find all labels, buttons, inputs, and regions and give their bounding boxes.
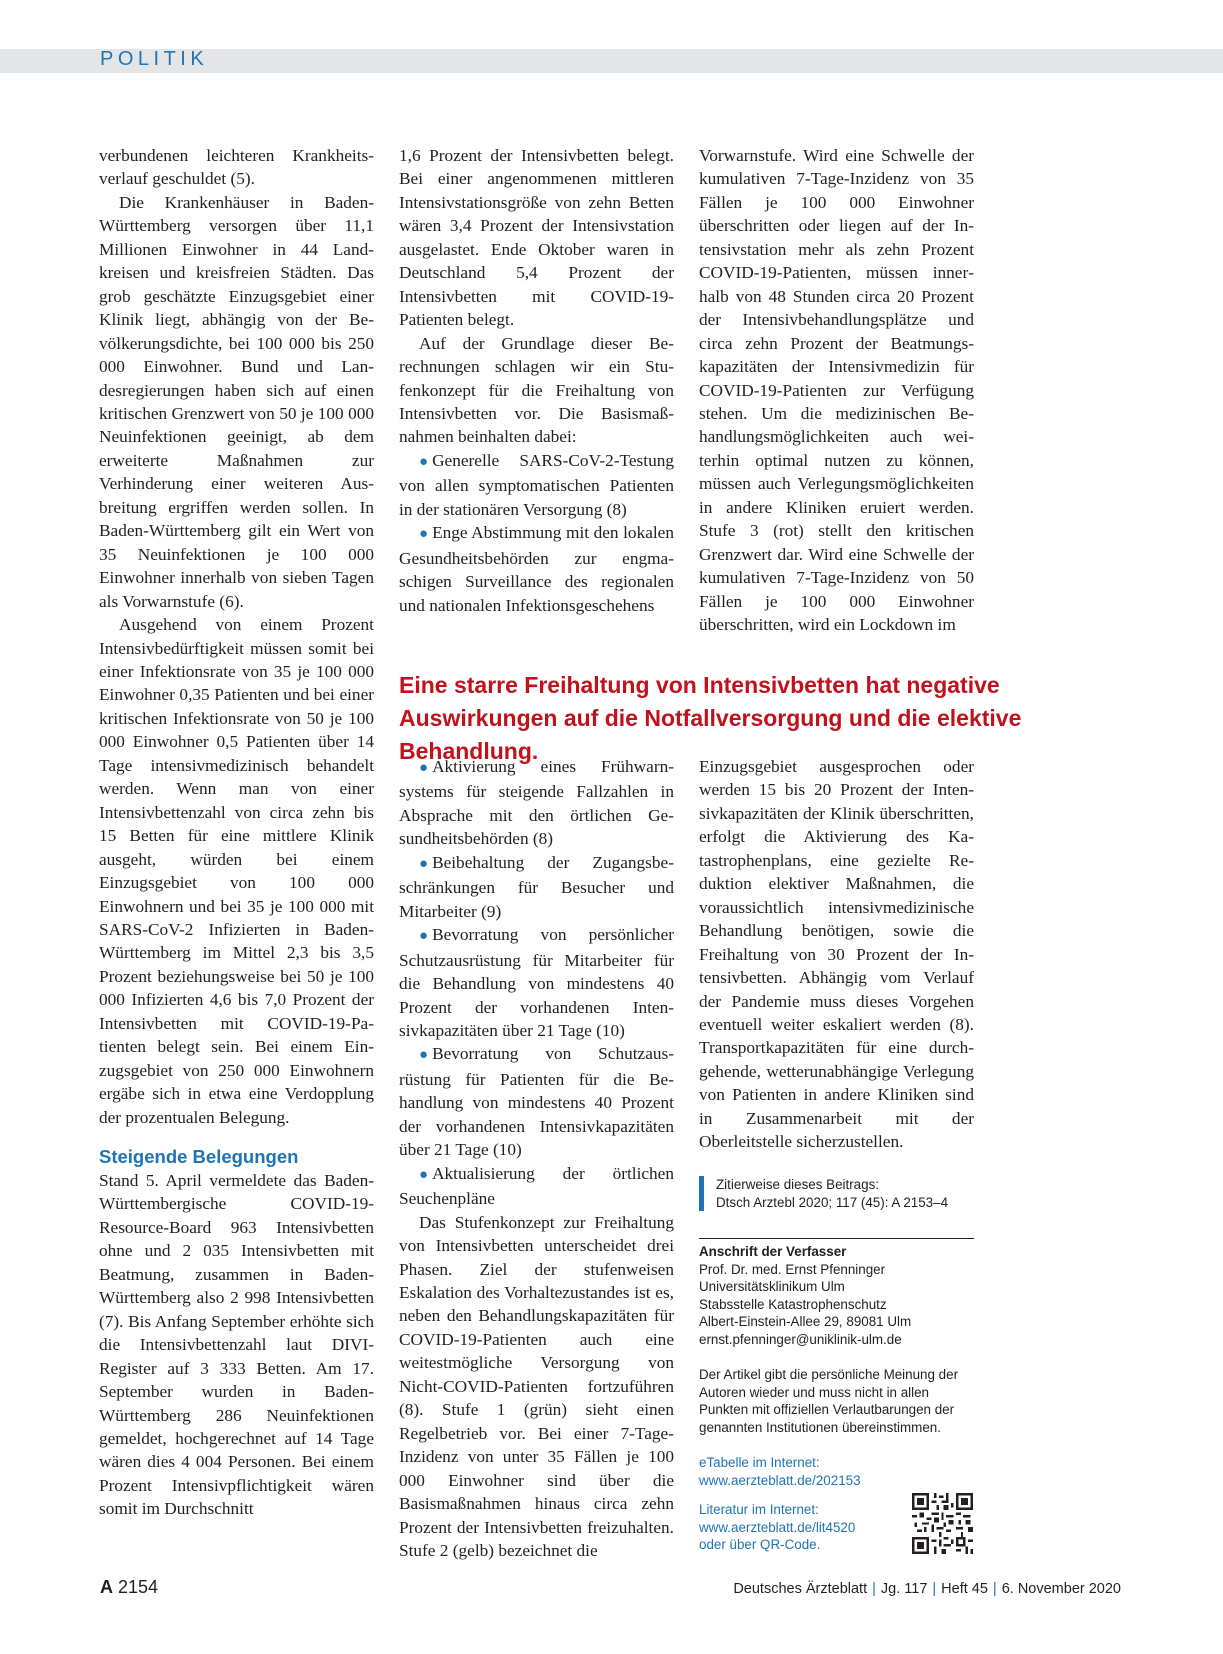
journal-info: Deutsches Ärzteblatt | Jg. 117 | Heft 45 | 6. November 2020 [733, 1581, 1121, 1597]
bullet-icon: ● [419, 526, 429, 543]
bullet-text: Bevorratung von Schutzausrüstung für Patienten für die Behandlung von mindestens 40 Prozent der vorhandenen Intensivkapazitäten über 21 Tage (10) [399, 1044, 674, 1160]
citation-label: Zitierweise dieses Beitrags: [716, 1177, 879, 1192]
bullet-text: Aktivierung eines Frühwarnsystems für steigende Fallzahlen in Absprache mit den örtlichen Gesundheitsbehörden (8) [399, 757, 674, 849]
qr-code-icon[interactable] [912, 1493, 973, 1554]
bullet-item [399, 851, 674, 923]
bullet-icon: ● [419, 928, 429, 945]
journal-name: Deutsches Ärzteblatt [733, 1581, 868, 1597]
address-org: Stabsstelle Katastrophenschutz [699, 1296, 887, 1312]
paragraph: Auf der Grundlage dieser Berechnungen schlagen wir ein Stufenkonzept für die Freihaltung von Intensivbetten vor. Die Basismaßnahmen beinhalten dabei: [399, 333, 674, 447]
paragraph: Ausgehend von einem Prozent Intensivbedürftigkeit müssen somit bei einer Infektionsrate von 35 je 100 000 Einwohner 0,35 Patienten und bei einer kritischen Infektionsrate von 50 je 100 000 Einwohner 0,5 Patienten über 14 Tage intensivmedizinisch behandelt werden. Wenn man von einer Intensivbettenzahl von circa zehn bis 15 Betten für eine mittlere Klinik ausgeht, würden bei einem Einzugsgebiet von 100 000 Einwohnern und bei 35 je 100 000 mit SARS-CoV-2 Infizierten in Baden-Württemberg im Mittel 2,3 bis 3,5 Prozent beziehungsweise bei 50 je 100 000 Infizierten 4,6 bis 7,0 Prozent der Intensivbetten mit COVID-19-Patienten belegt sein. Bei einem Einzugsgebiet von 250 000 Einwohnern ergäbe sich in etwa eine Verdopplung der prozentualen Belegung. [99, 615, 374, 1127]
author-name: Prof. Dr. med. Ernst Pfenninger [699, 1261, 886, 1277]
page-prefix: A [100, 1577, 113, 1597]
internet-links [699, 1454, 909, 1554]
bullet-icon: ● [419, 1047, 429, 1064]
bullet-item [399, 521, 674, 617]
journal-issue: Heft 45 [941, 1581, 988, 1597]
literature-link[interactable]: www.aerzteblatt.de/lit4520 [699, 1519, 856, 1535]
paragraph: 1,6 Prozent der Intensivbetten belegt. Bei einer angenommenen mittleren Intensivstationsgröße von zehn Betten wären 3,4 Prozent der Intensivstation ausgelastet. Ende Oktober waren in Deutschland 5,4 Prozent der Intensivbetten mit COVID-19-Patienten belegt. [399, 146, 674, 330]
paragraph: verbundenen leichteren Krankheitsverlauf geschuldet (5). [99, 146, 374, 189]
journal-volume: Jg. 117 [880, 1581, 928, 1597]
paragraph: Vorwarnstufe. Wird eine Schwelle der kumulativen 7-Tage-Inzidenz von 35 Fällen je 100 000 Einwohner überschritten oder liegen auf der Intensivstation mehr als zehn Prozent COVID-19-Patienten, müssen innerhalb von 48 Stunden circa 20 Prozent der Intensivbehandlungsplätze und circa zehn Prozent der Beatmungskapazitäten der Intensivmedizin für COVID-19-Patienten zur Verfügung stehen. Um die medizinischen Behandlungsmöglichkeiten auch weiterhin optimal nutzen zu können, müssen auch Verlegungsmöglichkeiten in andere Kliniken eruiert werden. Stufe 3 (rot) stellt den kritischen Grenzwert dar. Wird eine Schwelle der kumulativen 7-Tage-Inzidenz von 50 Fällen je 100 000 Einwohner überschritten, wird ein Lockdown im [699, 146, 974, 635]
column-1 [99, 144, 374, 1521]
section-label: POLITIK [100, 48, 209, 70]
disclaimer: Der Artikel gibt die persönliche Meinung der Autoren wieder und muss nicht in allen Punkten mit offiziellen Verlautbarungen der genannten Institutionen übereinstimmen. [699, 1367, 959, 1435]
author-email[interactable]: ernst.pfenninger@uniklinik-ulm.de [699, 1331, 902, 1347]
column-3-top [699, 144, 974, 637]
column-2-bottom [399, 755, 674, 1562]
qr-hint: oder über QR-Code. [699, 1537, 821, 1553]
bullet-text: Bevorratung von persönlicher Schutzausrüstung für Mitarbeiter für die Behandlung von mindestens 40 Prozent der vorhandenen Intensivkapazitäten über 21 Tage (10) [399, 925, 674, 1040]
journal-date: 6. November 2020 [1001, 1581, 1121, 1597]
bullet-text: Beibehaltung der Zugangsbeschränkungen für Besucher und Mitarbeiter (9) [399, 852, 674, 921]
bullet-item [399, 1162, 674, 1211]
address-street: Albert-Einstein-Allee 29, 89081 Ulm [699, 1314, 912, 1330]
paragraph: Einzugsgebiet ausgesprochen oder werden 15 bis 20 Prozent der Intensivkapazitäten der Klinik überschritten, erfolgt die Aktivierung des Katastrophenplans, eine gezielte Reduktion elektiver Maßnahmen, die voraussichtlich intensivmedizinische Behandlung benötigen, sowie die Freihaltung von 30 Prozent der Intensivbetten. Abhängig vom Verlauf der Pandemie muss dieses Vorgehen eventuell weiter eskaliert werden (8). Transportkapazitäten für eine durchgehende, wetterunabhängige Verlegung von Patienten in andere Kliniken sind in Zusammenarbeit mit der Oberleitstelle sicherzustellen. [699, 757, 974, 1152]
paragraph: Die Krankenhäuser in Baden-Württemberg versorgen über 11,1 Millionen Einwohner in 44 Landkreisen und kreisfreien Städten. Das grob geschätzte Einzugsgebiet einer Klinik liegt, abhängig von der Bevölkerungsdichte, bei 100 000 bis 250 000 Einwohner. Bund und Landesregierungen haben sich auf einen kritischen Grenzwert von 50 je 100 000 Neuinfektionen geeinigt, ab dem erweiterte Maßnahmen zur Verhinderung einer weiteren Ausbreitung ergriffen werden sollen. In Baden-Württemberg gilt ein Wert von 35 Neuinfektionen je 100 000 Einwohner innerhalb von sieben Tagen als Vorwarnstufe (6). [99, 192, 374, 611]
column-2-top [399, 144, 674, 617]
page-number-value: 2154 [118, 1577, 159, 1597]
bullet-text: Aktualisierung der örtlichen Seuchenpläne [399, 1163, 674, 1209]
etable-link[interactable]: www.aerzteblatt.de/202153 [699, 1472, 861, 1488]
paragraph: Stand 5. April vermeldete das Baden-Württembergische COVID-19-Resource-Board 963 Intensivbetten ohne und 2 035 Intensivbetten mit Beatmung, zusammen in Baden-Württemberg also 2 998 Intensivbetten (7). Bis Anfang September erhöhte sich die Intensivbettenzahl laut DIVI-Register auf 3 333 Betten. Am 17. September wurden in Baden-Württemberg 286 Neuinfektionen gemeldet, hochgerechnet auf 14 Tage wären dies 4 004 Personen. Bei einem Prozent Intensivpflichtigkeit wären somit im Durchschnitt [99, 1171, 374, 1519]
bullet-text: Enge Abstimmung mit den lokalen Gesundheitsbehörden zur engmaschigen Surveillance des regionalen und nationalen Infektionsgeschehens [399, 523, 674, 615]
bullet-icon: ● [419, 760, 429, 776]
etable-label: eTabelle im Internet: [699, 1455, 820, 1470]
bullet-item [399, 449, 674, 521]
bullet-item [399, 923, 674, 1042]
paragraph: Das Stufenkonzept zur Freihaltung von Intensivbetten unterscheidet drei Phasen. Ziel der stufenweisen Eskalation des Vorhaltezustandes ist es, neben den Behandlungskapazitäten für COVID-19-Patienten auch eine weitestmögliche Versorgung von Nicht-COVID-Patienten fortzuführen (8). Stufe 1 (grün) sieht einen Regelbetrieb vor. Bei einer 7-Tage-Inzidenz von unter 35 Fällen je 100 000 Einwohner sind über die Basismaßnahmen hinaus circa zehn Prozent der Intensivbetten freizuhalten. Stufe 2 (gelb) bezeichnet die [399, 1212, 674, 1560]
bullet-icon: ● [419, 1166, 429, 1183]
author-address [699, 1238, 974, 1349]
citation-reference: Dtsch Arztebl 2020; 117 (45): A 2153–4 [716, 1194, 949, 1210]
address-title: Anschrift der Verfasser [699, 1244, 847, 1259]
bullet-item [399, 1042, 674, 1161]
address-org: Universitätsklinikum Ulm [699, 1279, 845, 1295]
bullet-text: Generelle SARS-CoV-2-Testung von allen symptomatischen Patienten in der stationären Versorgung (8) [399, 450, 674, 519]
bullet-item [399, 755, 674, 851]
literature-label: Literatur im Internet: [699, 1502, 819, 1518]
bullet-icon: ● [419, 855, 429, 872]
pull-quote: Eine starre Freihaltung von Intensivbetten hat negative Auswirkungen auf die Notfallversorgung und die elektive Behandlung. [399, 672, 1022, 764]
citation-box [699, 1176, 991, 1211]
page-number [100, 1577, 158, 1598]
column-3-bottom [699, 755, 974, 1154]
subheading: Steigende Belegungen [99, 1146, 299, 1168]
bullet-icon: ● [419, 453, 429, 470]
